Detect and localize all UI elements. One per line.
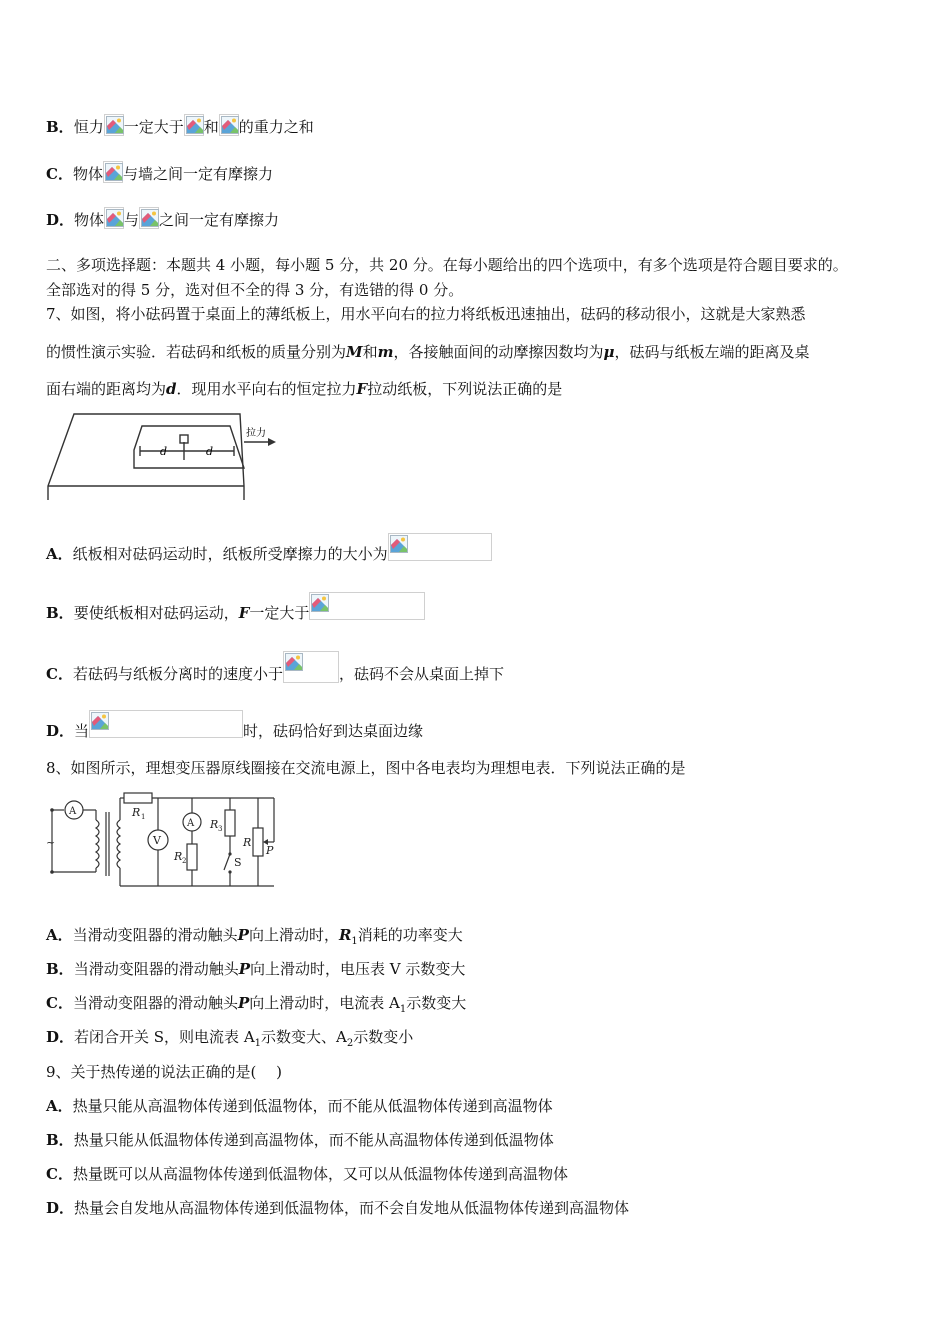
option-letter: D． <box>46 1028 75 1046</box>
option-letter: D． <box>46 211 75 229</box>
weight-block <box>180 435 188 443</box>
d-label: d <box>206 445 214 458</box>
switch-contact <box>228 852 231 855</box>
text: 的惯性演示实验．若砝码和纸板的质量分别为 <box>46 343 347 361</box>
option-letter: B． <box>46 1131 74 1149</box>
text: 若砝码与纸板分离时的速度小于 <box>72 665 283 683</box>
a1-label: A <box>69 806 77 817</box>
text: 向上滑动时，电流表 A <box>249 994 400 1012</box>
q8-option-c <box>46 993 466 1020</box>
option-letter: A． <box>46 1097 73 1115</box>
option-letter: D． <box>46 722 75 740</box>
text: 示数变大 <box>406 994 467 1012</box>
text: 的重力之和 <box>238 118 314 136</box>
terminal <box>50 808 54 812</box>
text: 消耗的功率变大 <box>357 926 463 944</box>
text: 向上滑动时， <box>248 926 339 944</box>
var: M <box>346 343 363 361</box>
q7-stem-line2 <box>46 342 810 362</box>
arrow-head <box>268 438 276 446</box>
option-letter: C． <box>46 994 73 1012</box>
q7-option-a <box>46 533 492 564</box>
var: P <box>238 960 250 978</box>
r2-label: R <box>174 850 183 863</box>
text: 当滑动变阻器的滑动触头 <box>72 926 238 944</box>
switch-s <box>224 854 230 870</box>
q9-option-c <box>46 1164 568 1184</box>
text: 和 <box>203 118 219 136</box>
text: 物体 <box>74 211 105 229</box>
table-outline <box>48 414 244 500</box>
q6-option-c <box>46 161 273 184</box>
resistor-r1 <box>124 793 152 803</box>
text: ，各接触面间的动摩擦因数均为 <box>393 343 604 361</box>
r3-sub: 3 <box>218 825 223 833</box>
text: 纸板相对砝码运动时，纸板所受摩擦力的大小为 <box>72 545 388 563</box>
r1-label: R <box>132 806 141 819</box>
option-letter: D． <box>46 1199 75 1217</box>
r3-label: R <box>210 818 219 831</box>
text: ．现用水平向右的恒定拉力 <box>176 380 357 398</box>
formula-image-icon <box>104 207 124 229</box>
var: m <box>377 343 394 361</box>
secondary-coil <box>117 820 120 868</box>
text: 示数变小 <box>353 1028 414 1046</box>
text: 拉动纸板，下列说法正确的是 <box>367 380 563 398</box>
q7-stem-line1: 7、如图，将小砝码置于桌面上的薄纸板上，用水平向右的拉力将纸板迅速抽出，砝码的移动很小，这就是大家熟悉 <box>46 305 806 323</box>
ac-label: ~ <box>46 836 56 849</box>
text: 恒力 <box>73 118 104 136</box>
switch-contact <box>228 870 231 873</box>
q8-circuit-figure <box>44 790 280 890</box>
q7-figure <box>44 408 284 503</box>
q7-option-c <box>46 651 504 684</box>
option-letter: C． <box>46 665 73 683</box>
q7-stem-line3 <box>46 379 562 399</box>
q9-option-a <box>46 1096 553 1116</box>
text: 热量只能从低温物体传递到高温物体，而不能从高温物体传递到低温物体 <box>73 1131 554 1149</box>
text: 一定大于 <box>123 118 184 136</box>
section-heading: 二、多项选择题：本题共 4 小题，每小题 5 分，共 20 分。在每小题给出的四个选项中，有多个选项是符合题目要求的。 <box>46 256 848 274</box>
text: 当滑动变阻器的滑动触头 <box>73 960 239 978</box>
q9-stem: 9、关于热传递的说法正确的是( ) <box>46 1063 283 1081</box>
text: 之间一定有摩擦力 <box>159 211 280 229</box>
v-label: V <box>153 834 161 847</box>
text: 热量只能从高温物体传递到低温物体，而不能从低温物体传递到高温物体 <box>72 1097 553 1115</box>
text: ，砝码不会从桌面上掉下 <box>338 665 504 683</box>
text: 面右端的距离均为 <box>46 380 167 398</box>
option-letter: C． <box>46 1165 73 1183</box>
option-letter: C． <box>46 165 73 183</box>
q8-option-d <box>46 1027 413 1054</box>
text: 与墙之间一定有摩擦力 <box>122 165 273 183</box>
d-label: d <box>160 445 168 458</box>
subscript: 1 <box>351 936 358 947</box>
formula-image-icon <box>184 114 204 136</box>
var: P <box>237 994 250 1012</box>
option-letter: B． <box>46 960 74 978</box>
subscript: 2 <box>346 1038 354 1049</box>
var: F <box>356 380 368 398</box>
q8-option-a <box>46 925 463 952</box>
q7-option-d <box>46 710 423 741</box>
s-label: S <box>234 856 242 869</box>
option-letter: A． <box>46 926 73 944</box>
rheostat-r <box>253 828 263 856</box>
text: 热量会自发地从高温物体传递到低温物体，而不会自发地从低温物体传递到高温物体 <box>74 1199 630 1217</box>
resistor-r2 <box>187 844 197 870</box>
var: P <box>237 926 249 944</box>
primary-coil <box>96 820 99 868</box>
q9-option-d <box>46 1198 629 1218</box>
formula-image-icon <box>283 651 339 683</box>
terminal <box>50 870 54 874</box>
option-letter: A． <box>46 545 73 563</box>
formula-image-icon <box>219 114 239 136</box>
text: 热量既可以从高温物体传递到低温物体，又可以从低温物体传递到高温物体 <box>72 1165 568 1183</box>
text: 当 <box>74 722 90 740</box>
text: 示数变大、A <box>261 1028 347 1046</box>
option-letter: B． <box>46 118 74 136</box>
q8-option-b <box>46 959 465 979</box>
r-label: R <box>243 836 252 849</box>
q7-option-b <box>46 592 425 623</box>
r2-sub: 2 <box>182 857 187 865</box>
paper-board <box>134 426 244 468</box>
var: d <box>166 380 177 398</box>
text: 一定大于 <box>249 604 310 622</box>
q9-option-b <box>46 1130 554 1150</box>
var: F <box>238 604 250 622</box>
formula-image-icon <box>388 533 492 561</box>
text: 时，砝码恰好到达桌面边缘 <box>243 722 424 740</box>
subscript: 1 <box>254 1038 262 1049</box>
var: μ <box>603 343 615 361</box>
formula-image-icon <box>104 114 124 136</box>
formula-image-icon <box>89 710 243 738</box>
option-letter: B． <box>46 604 74 622</box>
text: 若闭合开关 S，则电流表 A <box>74 1028 255 1046</box>
q8-stem: 8、如图所示，理想变压器原线圈接在交流电源上，图中各电表均为理想电表．下列说法正确的是 <box>46 759 686 777</box>
text: 与 <box>124 211 140 229</box>
a2-label: A <box>187 818 195 829</box>
q6-option-d <box>46 207 279 230</box>
subscript: 1 <box>399 1004 407 1015</box>
text: ，砝码与纸板左端的距离及桌 <box>614 343 810 361</box>
resistor-r3 <box>225 810 235 836</box>
text: 和 <box>362 343 378 361</box>
force-label: 拉力 <box>246 428 266 439</box>
q6-option-b <box>46 114 314 137</box>
r1-sub: 1 <box>141 813 146 821</box>
text: 当滑动变阻器的滑动触头 <box>72 994 238 1012</box>
section-heading-cont: 全部选对的得 5 分，选对但不全的得 3 分，有选错的得 0 分。 <box>46 281 464 299</box>
formula-image-icon <box>103 161 123 183</box>
formula-image-icon <box>139 207 159 229</box>
text: 向上滑动时，电压表 V 示数变大 <box>249 960 466 978</box>
formula-image-icon <box>309 592 425 620</box>
text: 物体 <box>72 165 103 183</box>
text: 要使纸板相对砝码运动， <box>73 604 239 622</box>
var: R <box>338 926 352 944</box>
p-label: P <box>266 844 274 857</box>
